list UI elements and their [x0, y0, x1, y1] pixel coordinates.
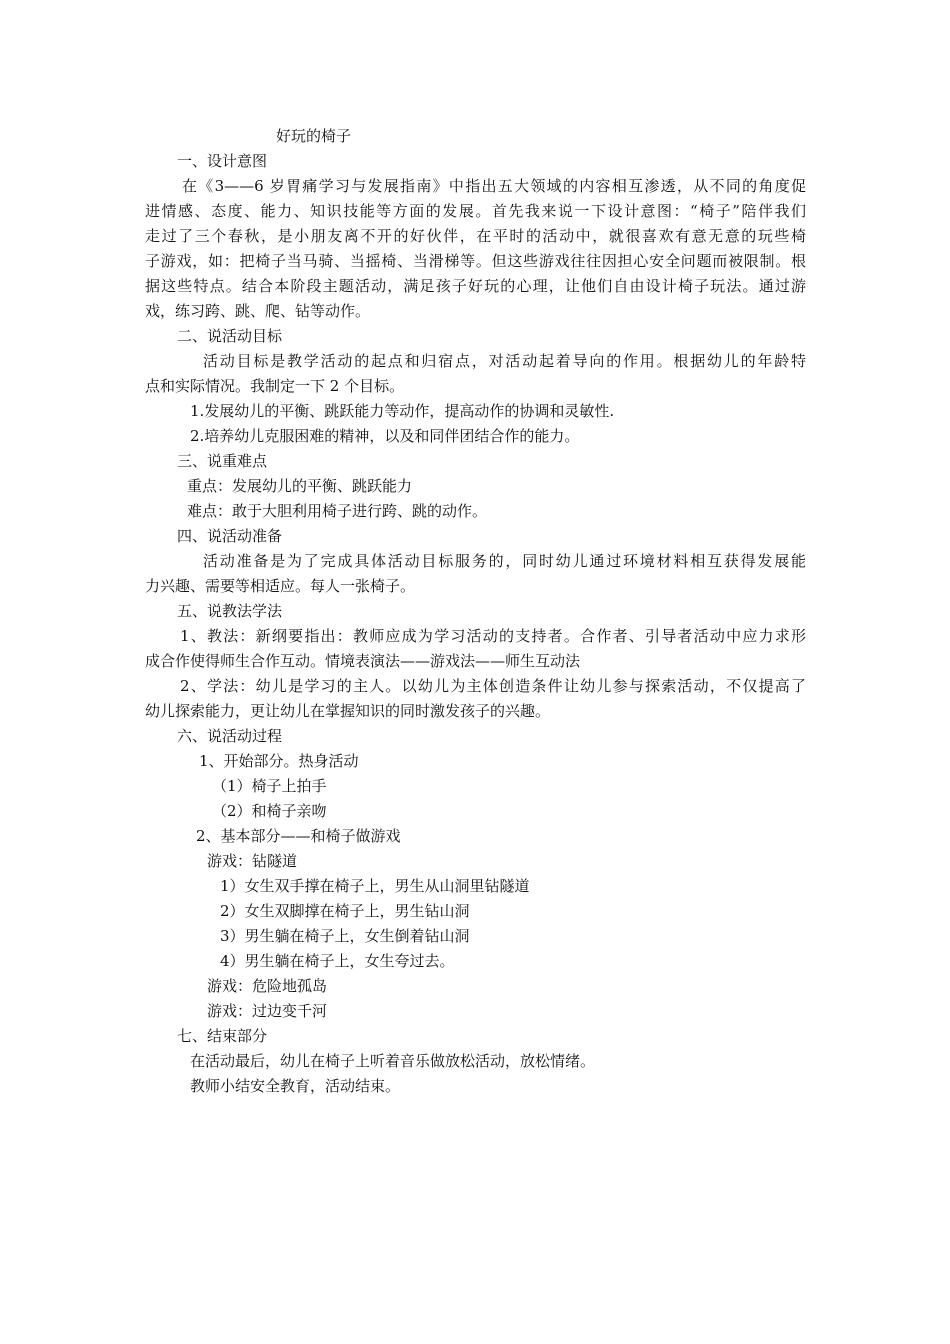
section-heading-ending: 七、结束部分: [177, 1027, 268, 1045]
game-step: 4）男生躺在椅子上，女生夸过去。: [220, 952, 455, 970]
paragraph-line: 点和实际情况。我制定一下 2 个目标。: [145, 377, 405, 395]
section-heading-goals: 二、说活动目标: [177, 327, 283, 345]
section-heading-key-points: 三、说重难点: [177, 452, 268, 470]
game-step: 1）女生双手撑在椅子上，男生从山洞里钻隧道: [220, 877, 530, 895]
paragraph-line: 子游戏，如：把椅子当马骑、当摇椅、当滑梯等。但这些游戏往往因担心安全问题而被限制。根: [145, 252, 806, 270]
section-heading-preparation: 四、说活动准备: [177, 527, 283, 545]
game-name: 游戏：钻隧道: [207, 852, 298, 870]
goal-item: 2.培养幼儿克服困难的精神，以及和同伴团结合作的能力。: [190, 427, 580, 445]
section-heading-methods: 五、说教法学法: [177, 602, 283, 620]
process-part-title: 1、开始部分。热身活动: [199, 752, 359, 770]
paragraph-line: 在《3——6 岁胃痛学习与发展指南》中指出五大领域的内容相互渗透，从不同的角度促: [182, 177, 806, 195]
document-title: 好玩的椅子: [276, 127, 352, 145]
paragraph-line: 力兴趣、需要等相适应。每人一张椅子。: [145, 577, 416, 595]
paragraph-line: 活动目标是教学活动的起点和归宿点，对活动起着导向的作用。根据幼儿的年龄特: [203, 352, 806, 370]
paragraph-line: 活动准备是为了完成具体活动目标服务的，同时幼儿通过环境材料相互获得发展能: [203, 552, 806, 570]
process-item: （1）椅子上拍手: [212, 777, 327, 795]
section-heading-process: 六、说活动过程: [177, 727, 283, 745]
process-item: （2）和椅子亲吻: [212, 802, 327, 820]
section-heading-design-intent: 一、设计意图: [177, 152, 268, 170]
paragraph-line: 幼儿探索能力，更让幼儿在掌握知识的同时激发孩子的兴趣。: [145, 702, 551, 720]
paragraph-line: 走过了三个春秋，是小朋友离不开的好伙伴，在平时的活动中，就很喜欢有意无意的玩些椅: [145, 227, 806, 245]
paragraph-line: 2、学法：幼儿是学习的主人。以幼儿为主体创造条件让幼儿参与探索活动，不仅提高了: [180, 677, 806, 695]
goal-item: 1.发展幼儿的平衡、跳跃能力等动作，提高动作的协调和灵敏性.: [190, 402, 615, 420]
game-name: 游戏：危险地孤岛: [207, 977, 328, 995]
game-name: 游戏：过边变千河: [207, 1002, 328, 1020]
paragraph-line: 进情感、态度、能力、知识技能等方面的发展。首先我来说一下设计意图：“椅子”陪伴我们: [145, 202, 806, 220]
paragraph-line: 1、教法：新纲要指出：教师应成为学习活动的支持者。合作者、引导者活动中应力求形: [180, 627, 806, 645]
paragraph-line: 在活动最后，幼儿在椅子上听着音乐做放松活动，放松情绪。: [190, 1052, 596, 1070]
paragraph-line: 戏，练习跨、跳、爬、钻等动作。: [145, 302, 371, 320]
game-step: 2）女生双脚撑在椅子上，男生钻山洞: [220, 902, 470, 920]
process-part-title: 2、基本部分——和椅子做游戏: [196, 827, 401, 845]
paragraph-line: 成合作使得师生合作互动。情境表演法——游戏法——师生互动法: [145, 652, 581, 670]
paragraph-line: 教师小结安全教育，活动结束。: [190, 1077, 401, 1095]
key-point: 重点：发展幼儿的平衡、跳跃能力: [187, 477, 413, 495]
difficult-point: 难点：敢于大胆利用椅子进行跨、跳的动作。: [187, 502, 488, 520]
game-step: 3）男生躺在椅子上，女生倒着钻山洞: [220, 927, 470, 945]
paragraph-line: 据这些特点。结合本阶段主题活动，满足孩子好玩的心理，让他们自由设计椅子玩法。通过游: [145, 277, 806, 295]
